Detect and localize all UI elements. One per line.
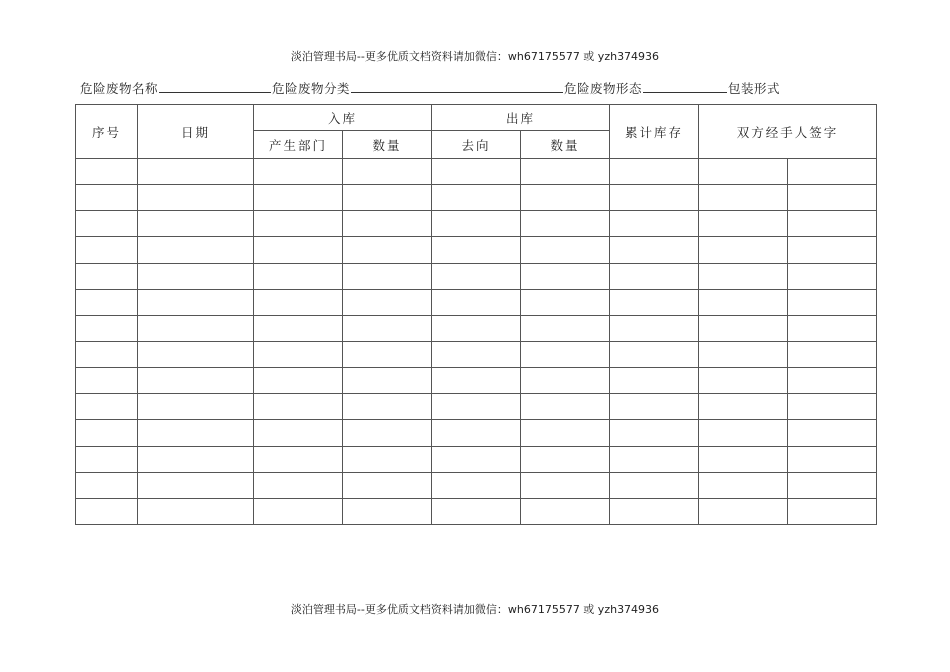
table-cell[interactable] — [343, 263, 432, 289]
table-cell[interactable] — [788, 394, 877, 420]
table-cell[interactable] — [76, 341, 138, 367]
table-cell[interactable] — [254, 159, 343, 185]
table-cell[interactable] — [254, 289, 343, 315]
table-cell[interactable] — [138, 211, 254, 237]
table-row — [76, 341, 877, 367]
table-cell[interactable] — [610, 368, 699, 394]
waste-name-blank[interactable] — [159, 80, 271, 93]
table-cell[interactable] — [138, 368, 254, 394]
table-cell[interactable] — [432, 446, 521, 472]
table-cell[interactable] — [432, 263, 521, 289]
table-cell[interactable] — [699, 185, 788, 211]
header-inbound: 入库 — [254, 105, 432, 131]
table-cell[interactable] — [138, 472, 254, 498]
table-cell[interactable] — [699, 211, 788, 237]
header-cumulative: 累计库存 — [610, 105, 699, 159]
table-cell[interactable] — [610, 472, 699, 498]
table-cell[interactable] — [699, 498, 788, 524]
table-cell[interactable] — [610, 211, 699, 237]
table-cell[interactable] — [521, 472, 610, 498]
table-row — [76, 420, 877, 446]
table-cell[interactable] — [343, 420, 432, 446]
table-cell[interactable] — [521, 368, 610, 394]
table-row — [76, 159, 877, 185]
table-cell[interactable] — [432, 159, 521, 185]
table-cell[interactable] — [432, 420, 521, 446]
table-cell[interactable] — [699, 237, 788, 263]
table-cell[interactable] — [138, 159, 254, 185]
table-cell[interactable] — [254, 263, 343, 289]
table-cell[interactable] — [521, 159, 610, 185]
form-fields — [80, 79, 780, 97]
header-date: 日期 — [138, 105, 254, 159]
table-cell[interactable] — [610, 315, 699, 341]
table-cell[interactable] — [610, 394, 699, 420]
table-cell[interactable] — [788, 446, 877, 472]
table-cell[interactable] — [699, 368, 788, 394]
table-cell[interactable] — [788, 159, 877, 185]
waste-category-label: 危险废物分类 — [272, 81, 351, 96]
table-cell[interactable] — [521, 420, 610, 446]
waste-category-blank[interactable] — [351, 80, 563, 93]
header-outbound: 出库 — [432, 105, 610, 131]
table-cell[interactable] — [254, 420, 343, 446]
table-cell[interactable] — [138, 446, 254, 472]
table-cell[interactable] — [76, 185, 138, 211]
table-cell[interactable] — [788, 289, 877, 315]
table-cell[interactable] — [699, 263, 788, 289]
subheader-out-qty: 数量 — [521, 131, 610, 159]
table-cell[interactable] — [788, 472, 877, 498]
packaging-label: 包装形式 — [728, 81, 781, 96]
table-cell[interactable] — [254, 446, 343, 472]
table-cell[interactable] — [521, 237, 610, 263]
table-cell[interactable] — [521, 211, 610, 237]
table-cell[interactable] — [138, 237, 254, 263]
table-row — [76, 394, 877, 420]
table-cell[interactable] — [788, 211, 877, 237]
table-cell[interactable] — [76, 472, 138, 498]
waste-form-blank[interactable] — [643, 80, 727, 93]
waste-form-label: 危险废物形态 — [564, 81, 643, 96]
table-cell[interactable] — [699, 315, 788, 341]
table-cell[interactable] — [76, 315, 138, 341]
table-cell[interactable] — [254, 237, 343, 263]
table-cell[interactable] — [699, 289, 788, 315]
table-cell[interactable] — [699, 420, 788, 446]
table-cell[interactable] — [254, 472, 343, 498]
table-cell[interactable] — [254, 394, 343, 420]
table-cell[interactable] — [788, 498, 877, 524]
table-cell[interactable] — [432, 315, 521, 341]
header-seq: 序号 — [76, 105, 138, 159]
table-cell[interactable] — [343, 446, 432, 472]
table-cell[interactable] — [76, 446, 138, 472]
table-cell[interactable] — [76, 289, 138, 315]
table-row — [76, 211, 877, 237]
table-cell[interactable] — [432, 498, 521, 524]
table-cell[interactable] — [343, 315, 432, 341]
table-cell[interactable] — [254, 341, 343, 367]
table-cell[interactable] — [788, 368, 877, 394]
table-cell[interactable] — [76, 237, 138, 263]
table-row — [76, 289, 877, 315]
table-row — [76, 472, 877, 498]
table-cell[interactable] — [432, 394, 521, 420]
table-cell[interactable] — [788, 341, 877, 367]
table-cell[interactable] — [138, 341, 254, 367]
table-cell[interactable] — [521, 263, 610, 289]
subheader-dept: 产生部门 — [254, 131, 343, 159]
table-cell[interactable] — [699, 394, 788, 420]
table-cell[interactable] — [138, 289, 254, 315]
table-cell[interactable] — [432, 368, 521, 394]
table-cell[interactable] — [343, 472, 432, 498]
ledger-body — [76, 159, 877, 525]
table-cell[interactable] — [343, 237, 432, 263]
table-cell[interactable] — [76, 263, 138, 289]
table-cell[interactable] — [788, 420, 877, 446]
table-cell[interactable] — [138, 185, 254, 211]
table-row — [76, 263, 877, 289]
table-cell[interactable] — [138, 263, 254, 289]
table-cell[interactable] — [699, 341, 788, 367]
table-cell[interactable] — [138, 315, 254, 341]
table-cell[interactable] — [343, 211, 432, 237]
table-cell[interactable] — [610, 341, 699, 367]
table-cell[interactable] — [521, 289, 610, 315]
table-cell[interactable] — [521, 446, 610, 472]
table-cell[interactable] — [521, 394, 610, 420]
footer-banner: 淡泊管理书局--更多优质文档资料请加微信：wh67175577 或 yzh374936 — [290, 603, 660, 616]
table-cell[interactable] — [343, 159, 432, 185]
table-cell[interactable] — [788, 185, 877, 211]
table-cell[interactable] — [521, 498, 610, 524]
table-cell[interactable] — [788, 315, 877, 341]
table-cell[interactable] — [432, 289, 521, 315]
table-row — [76, 368, 877, 394]
table-cell[interactable] — [521, 185, 610, 211]
table-row — [76, 446, 877, 472]
table-cell[interactable] — [610, 159, 699, 185]
header-signature: 双方经手人签字 — [699, 105, 877, 159]
table-cell[interactable] — [254, 368, 343, 394]
subheader-in-qty: 数量 — [343, 131, 432, 159]
table-cell[interactable] — [788, 237, 877, 263]
table-cell[interactable] — [699, 159, 788, 185]
table-cell[interactable] — [521, 341, 610, 367]
table-cell[interactable] — [432, 237, 521, 263]
table-cell[interactable] — [610, 237, 699, 263]
table-cell[interactable] — [432, 185, 521, 211]
table-cell[interactable] — [610, 263, 699, 289]
table-row — [76, 315, 877, 341]
table-cell[interactable] — [610, 289, 699, 315]
waste-ledger-table — [75, 104, 877, 525]
table-cell[interactable] — [699, 446, 788, 472]
table-cell[interactable] — [254, 185, 343, 211]
table-cell[interactable] — [699, 472, 788, 498]
table-cell[interactable] — [76, 159, 138, 185]
table-cell[interactable] — [254, 498, 343, 524]
table-cell[interactable] — [788, 263, 877, 289]
table-cell[interactable] — [432, 472, 521, 498]
table-row — [76, 237, 877, 263]
table-row — [76, 498, 877, 524]
table-cell[interactable] — [610, 446, 699, 472]
table-cell[interactable] — [343, 341, 432, 367]
table-cell[interactable] — [432, 211, 521, 237]
subheader-destination: 去向 — [432, 131, 521, 159]
table-cell[interactable] — [76, 420, 138, 446]
table-cell[interactable] — [521, 315, 610, 341]
table-cell[interactable] — [76, 211, 138, 237]
table-cell[interactable] — [138, 498, 254, 524]
table-row — [76, 185, 877, 211]
table-cell[interactable] — [254, 315, 343, 341]
table-cell[interactable] — [343, 368, 432, 394]
table-cell[interactable] — [138, 420, 254, 446]
table-cell[interactable] — [610, 420, 699, 446]
table-cell[interactable] — [138, 394, 254, 420]
table-cell[interactable] — [343, 394, 432, 420]
table-cell[interactable] — [76, 394, 138, 420]
table-cell[interactable] — [343, 289, 432, 315]
table-cell[interactable] — [254, 211, 343, 237]
waste-name-label: 危险废物名称 — [80, 81, 159, 96]
table-cell[interactable] — [76, 498, 138, 524]
table-cell[interactable] — [610, 498, 699, 524]
table-cell[interactable] — [343, 185, 432, 211]
table-cell[interactable] — [343, 498, 432, 524]
table-cell[interactable] — [610, 185, 699, 211]
header-banner: 淡泊管理书局--更多优质文档资料请加微信：wh67175577 或 yzh374936 — [290, 50, 660, 63]
table-cell[interactable] — [432, 341, 521, 367]
table-cell[interactable] — [76, 368, 138, 394]
